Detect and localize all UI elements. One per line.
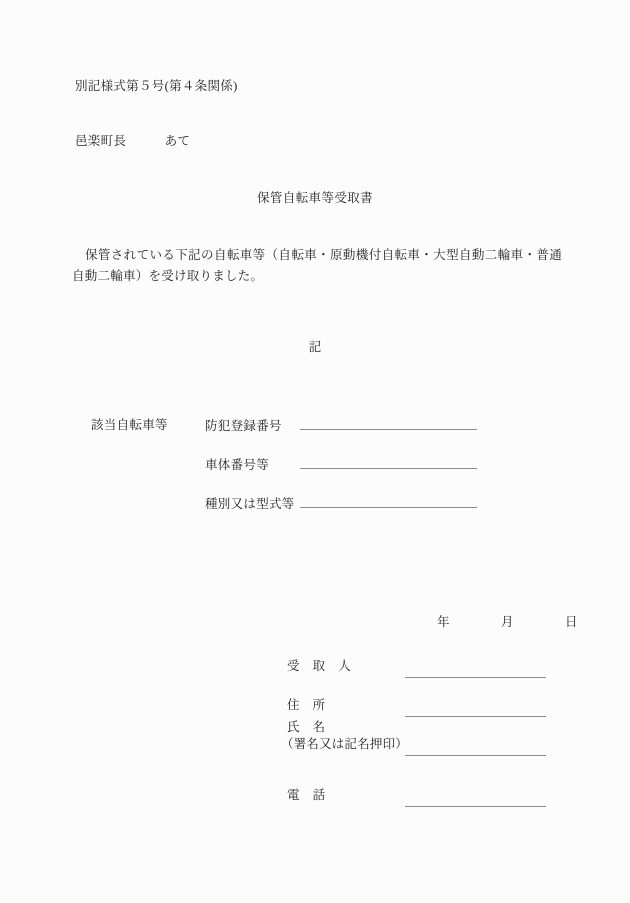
vehicle-row [205,415,477,435]
signature-label-address: 住 所 [287,698,326,712]
signature-row-recipient [281,654,561,678]
vehicle-field-input-registration[interactable] [300,415,477,430]
document-title: 保管自転車等受取書 [256,191,374,205]
vehicle-field-input-type-model[interactable] [300,493,477,508]
vehicle-section-heading: 該当自転車等 [91,418,168,432]
signature-input-address[interactable] [405,715,546,717]
vehicle-row [205,493,477,513]
signature-label-recipient: 受 取 人 [287,659,352,673]
vehicle-row [205,454,477,474]
date-line: 年 月 日 [437,615,578,629]
addressee-line: 邑楽町長 あて [75,134,191,148]
body-paragraph: 保管されている下記の自転車等（自転車・原動機付自転車・大型自動二輪車・普通自動二輪車）を受け取りました。 [72,248,562,283]
signature-label-name: 氏 名 [287,720,326,734]
vehicle-field-input-frame-number[interactable] [300,454,477,469]
vehicle-field-label-registration: 防犯登録番号 [205,419,282,433]
form-number: 別記様式第５号(第４条関係) [75,79,238,93]
signature-input-name[interactable] [405,754,546,756]
signature-row-phone [281,783,561,807]
ki-marker: 記 [308,340,322,354]
signature-input-phone[interactable] [405,805,546,807]
signature-label-phone: 電 話 [287,788,326,802]
signature-input-recipient[interactable] [405,676,546,678]
vehicle-field-label-frame-number: 車体番号等 [205,458,270,472]
vehicle-field-label-type-model: 種別又は型式等 [205,497,295,511]
signature-row-address [281,693,561,717]
signature-row-name [281,720,561,756]
signature-sublabel-name-seal: （署名又は記名押印） [281,737,409,751]
